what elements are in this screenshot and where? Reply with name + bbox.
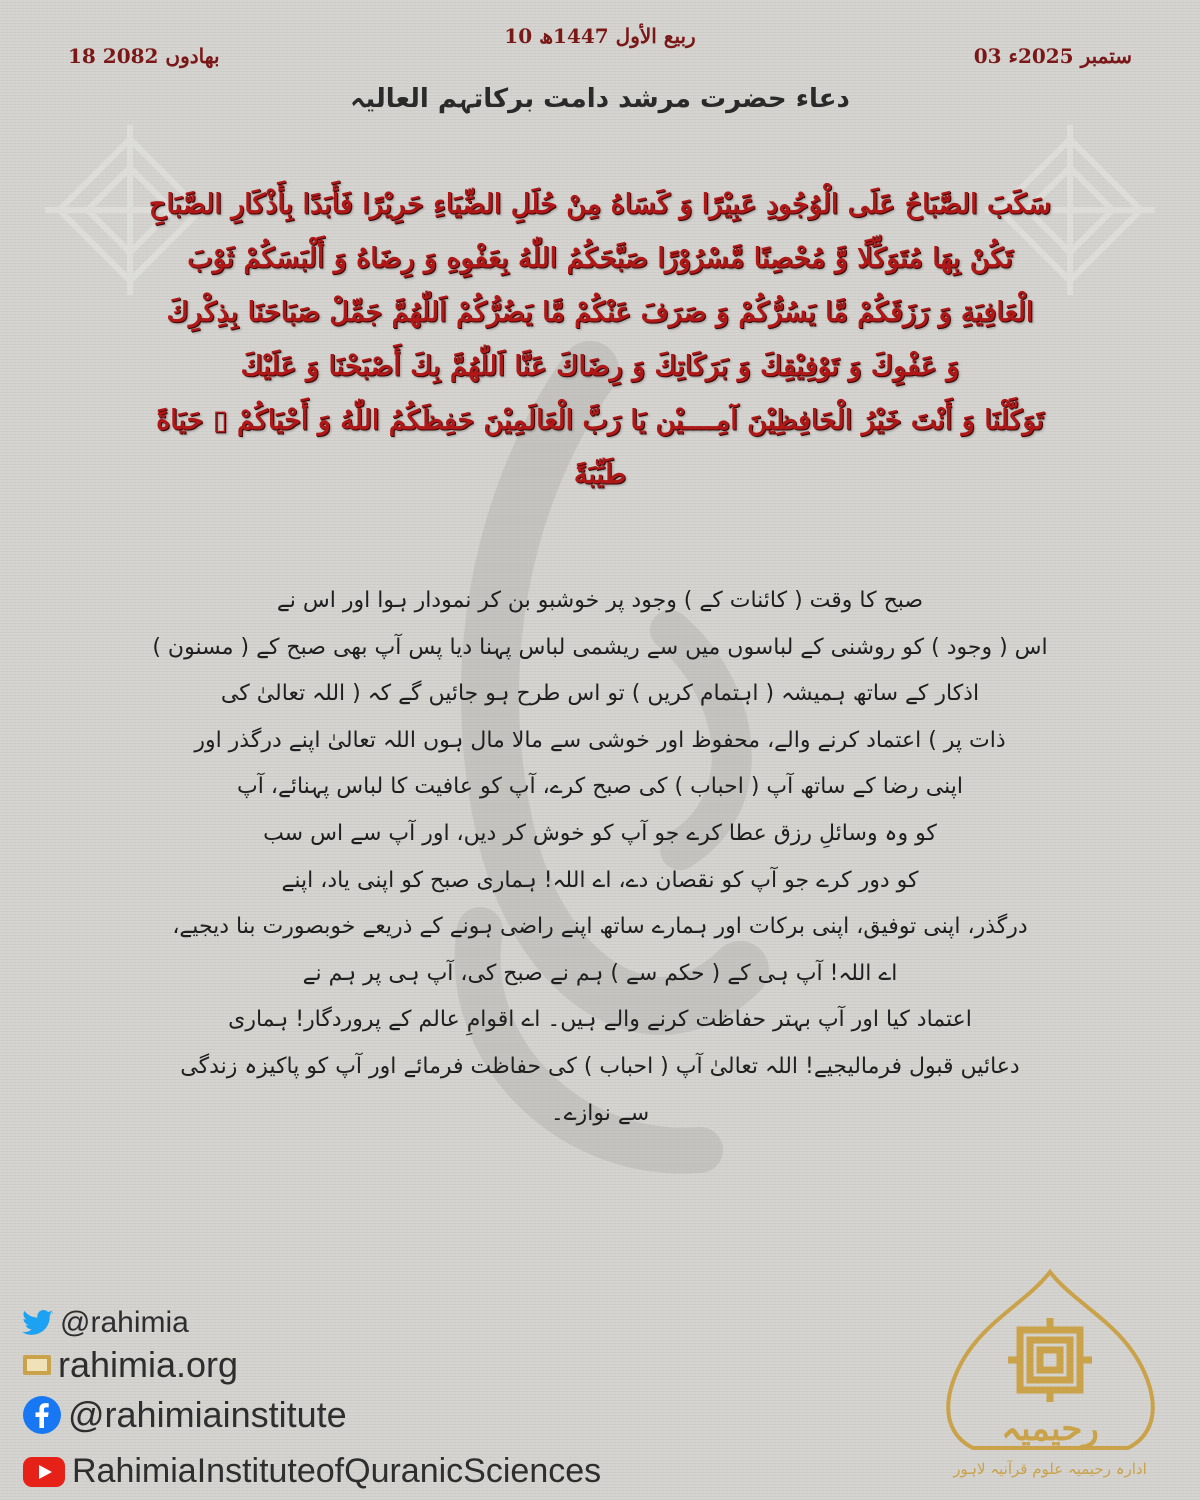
urdu-line: ذات پر ) اعتماد کرنے والے، محفوظ اور خوشی سے مالا مال ہوں اللہ تعالیٰ اپنے درگذر اور [194, 727, 1006, 753]
urdu-translation-text [140, 578, 1060, 1137]
twitter-handle: @rahimia [60, 1306, 189, 1339]
facebook-link[interactable] [22, 1394, 347, 1436]
logo-caption: ادارہ رحیمیہ علوم قرآنیہ لاہور [953, 1460, 1147, 1478]
urdu-line: دعائیں قبول فرمالیجیے! اللہ تعالیٰ آپ ( احباب ) کی حفاظت فرمائے اور آپ کو پاکیزہ زندگی [180, 1053, 1020, 1079]
arabic-line: تَوَكَّلْنَا وَ أَنْتَ خَيْرُ الْحَافِظِيْنَ آمِــــيْن يَا رَبَّ الْعَالَمِيْنَ حَفِظَكُمُ اللّٰهُ وَ أَحْيَاكُمْ ▯ حَيَاةً [156, 405, 1044, 436]
facebook-icon [22, 1395, 62, 1435]
date-bikrami: 18 بھادوں 2082 [68, 44, 220, 68]
arabic-dua-text [95, 178, 1105, 502]
logo-calligraphy: رحیمیہ [1001, 1409, 1099, 1449]
arabic-line: سَكَبَ الصَّبَاحُ عَلَى الْوُجُودِ عَبِيْرًا وَ كَسَاهُ مِنْ حُلَلِ الضِّيَاءِ حَرِيْرًا فَأَبَدًا بِأَذْكَارِ الصَّبَاحِ [148, 189, 1052, 220]
twitter-link[interactable] [22, 1306, 189, 1340]
arabic-line: طَيِّبَةً [573, 459, 627, 490]
urdu-line: اعتماد کیا اور آپ بہتر حفاظت کرنے والے ہیں۔ اے اقوامِ عالم کے پروردگار! ہماری [228, 1007, 972, 1033]
urdu-line: کو دور کرے جو آپ کو نقصان دے، اے اللہ! ہماری صبح کو اپنی یاد، اپنے [281, 867, 919, 893]
arabic-line: الْعَافِيَةِ وَ رَزَقَكُمْ مَّا يَسُرُّكُمْ وَ صَرَفَ عَنْكُمْ مَّا يَضُرُّكُمْ اَللّٰهُمَّ جَمِّلْ صَبَاحَنَا بِذِكْرِكَ [166, 297, 1034, 328]
youtube-link[interactable] [22, 1452, 601, 1491]
youtube-icon [22, 1456, 66, 1488]
facebook-handle: @rahimiainstitute [68, 1394, 347, 1435]
web-icon [22, 1352, 52, 1378]
urdu-line: اے اللہ! آپ ہی کے ( حکم سے ) ہم نے صبح کی، آپ ہی پر ہم نے [302, 960, 898, 986]
urdu-line: اس ( وجود ) کو روشنی کے لباسوں میں سے ریشمی لباس پہنا دیا پس آپ بھی صبح کے ( مسنون ) [152, 634, 1048, 660]
urdu-line: سے نوازے۔ [550, 1100, 650, 1126]
urdu-line: صبح کا وقت ( کائنات کے ) وجود پر خوشبو بن کر نمودار ہوا اور اس نے [276, 588, 924, 613]
website-link[interactable] [22, 1344, 238, 1386]
twitter-icon [22, 1309, 54, 1337]
arabic-line: تَكُنْ بِهَا مُتَوَكِّلًا وَّ مُحْصِنًا مَّسْرُوْرًا صَبَّحَكُمُ اللّٰهُ بِعَفْوِهِ وَ رِضَاهُ وَ أَلْبَسَكُمْ ثَوْبَ [187, 243, 1013, 274]
website-url: rahimia.org [58, 1344, 239, 1385]
rahimia-logo [918, 1268, 1183, 1493]
youtube-channel: RahimiaInstituteofQuranicSciences [72, 1452, 602, 1490]
urdu-line: اذکار کے ساتھ ہمیشہ ( اہتمام کریں ) تو اس طرح ہو جائیں گے کہ ( اللہ تعالیٰ کی [220, 681, 980, 707]
arabic-line: وَ عَفْوِكَ وَ تَوْفِيْقِكَ وَ بَرَكَاتِكَ وَ رِضَاكَ عَنَّا اَللّٰهُمَّ بِكَ أَصْبَحْنَا وَ عَلَيْكَ [240, 351, 960, 382]
urdu-line: کو وہ وسائلِ رزق عطا کرے جو آپ کو خوش کر دیں، اور آپ سے اس سب [263, 820, 937, 846]
urdu-line: درگذر، اپنی توفیق، اپنی برکات اور ہمارے ساتھ اپنے راضی ہونے کے ذریعے خوبصورت بنا دیجیے، [172, 914, 1028, 940]
date-hijri: 10 ربیع الأول 1447ھ [504, 24, 696, 48]
date-gregorian: 03 ستمبر 2025ء [973, 44, 1132, 68]
urdu-line: اپنی رضا کے ساتھ آپ ( احباب ) کی صبح کرے، آپ کو عافیت کا لباس پہنائے، آپ [237, 774, 963, 800]
page-title: دعاء حضرت مرشد دامت برکاتہم العالیہ [350, 84, 850, 114]
